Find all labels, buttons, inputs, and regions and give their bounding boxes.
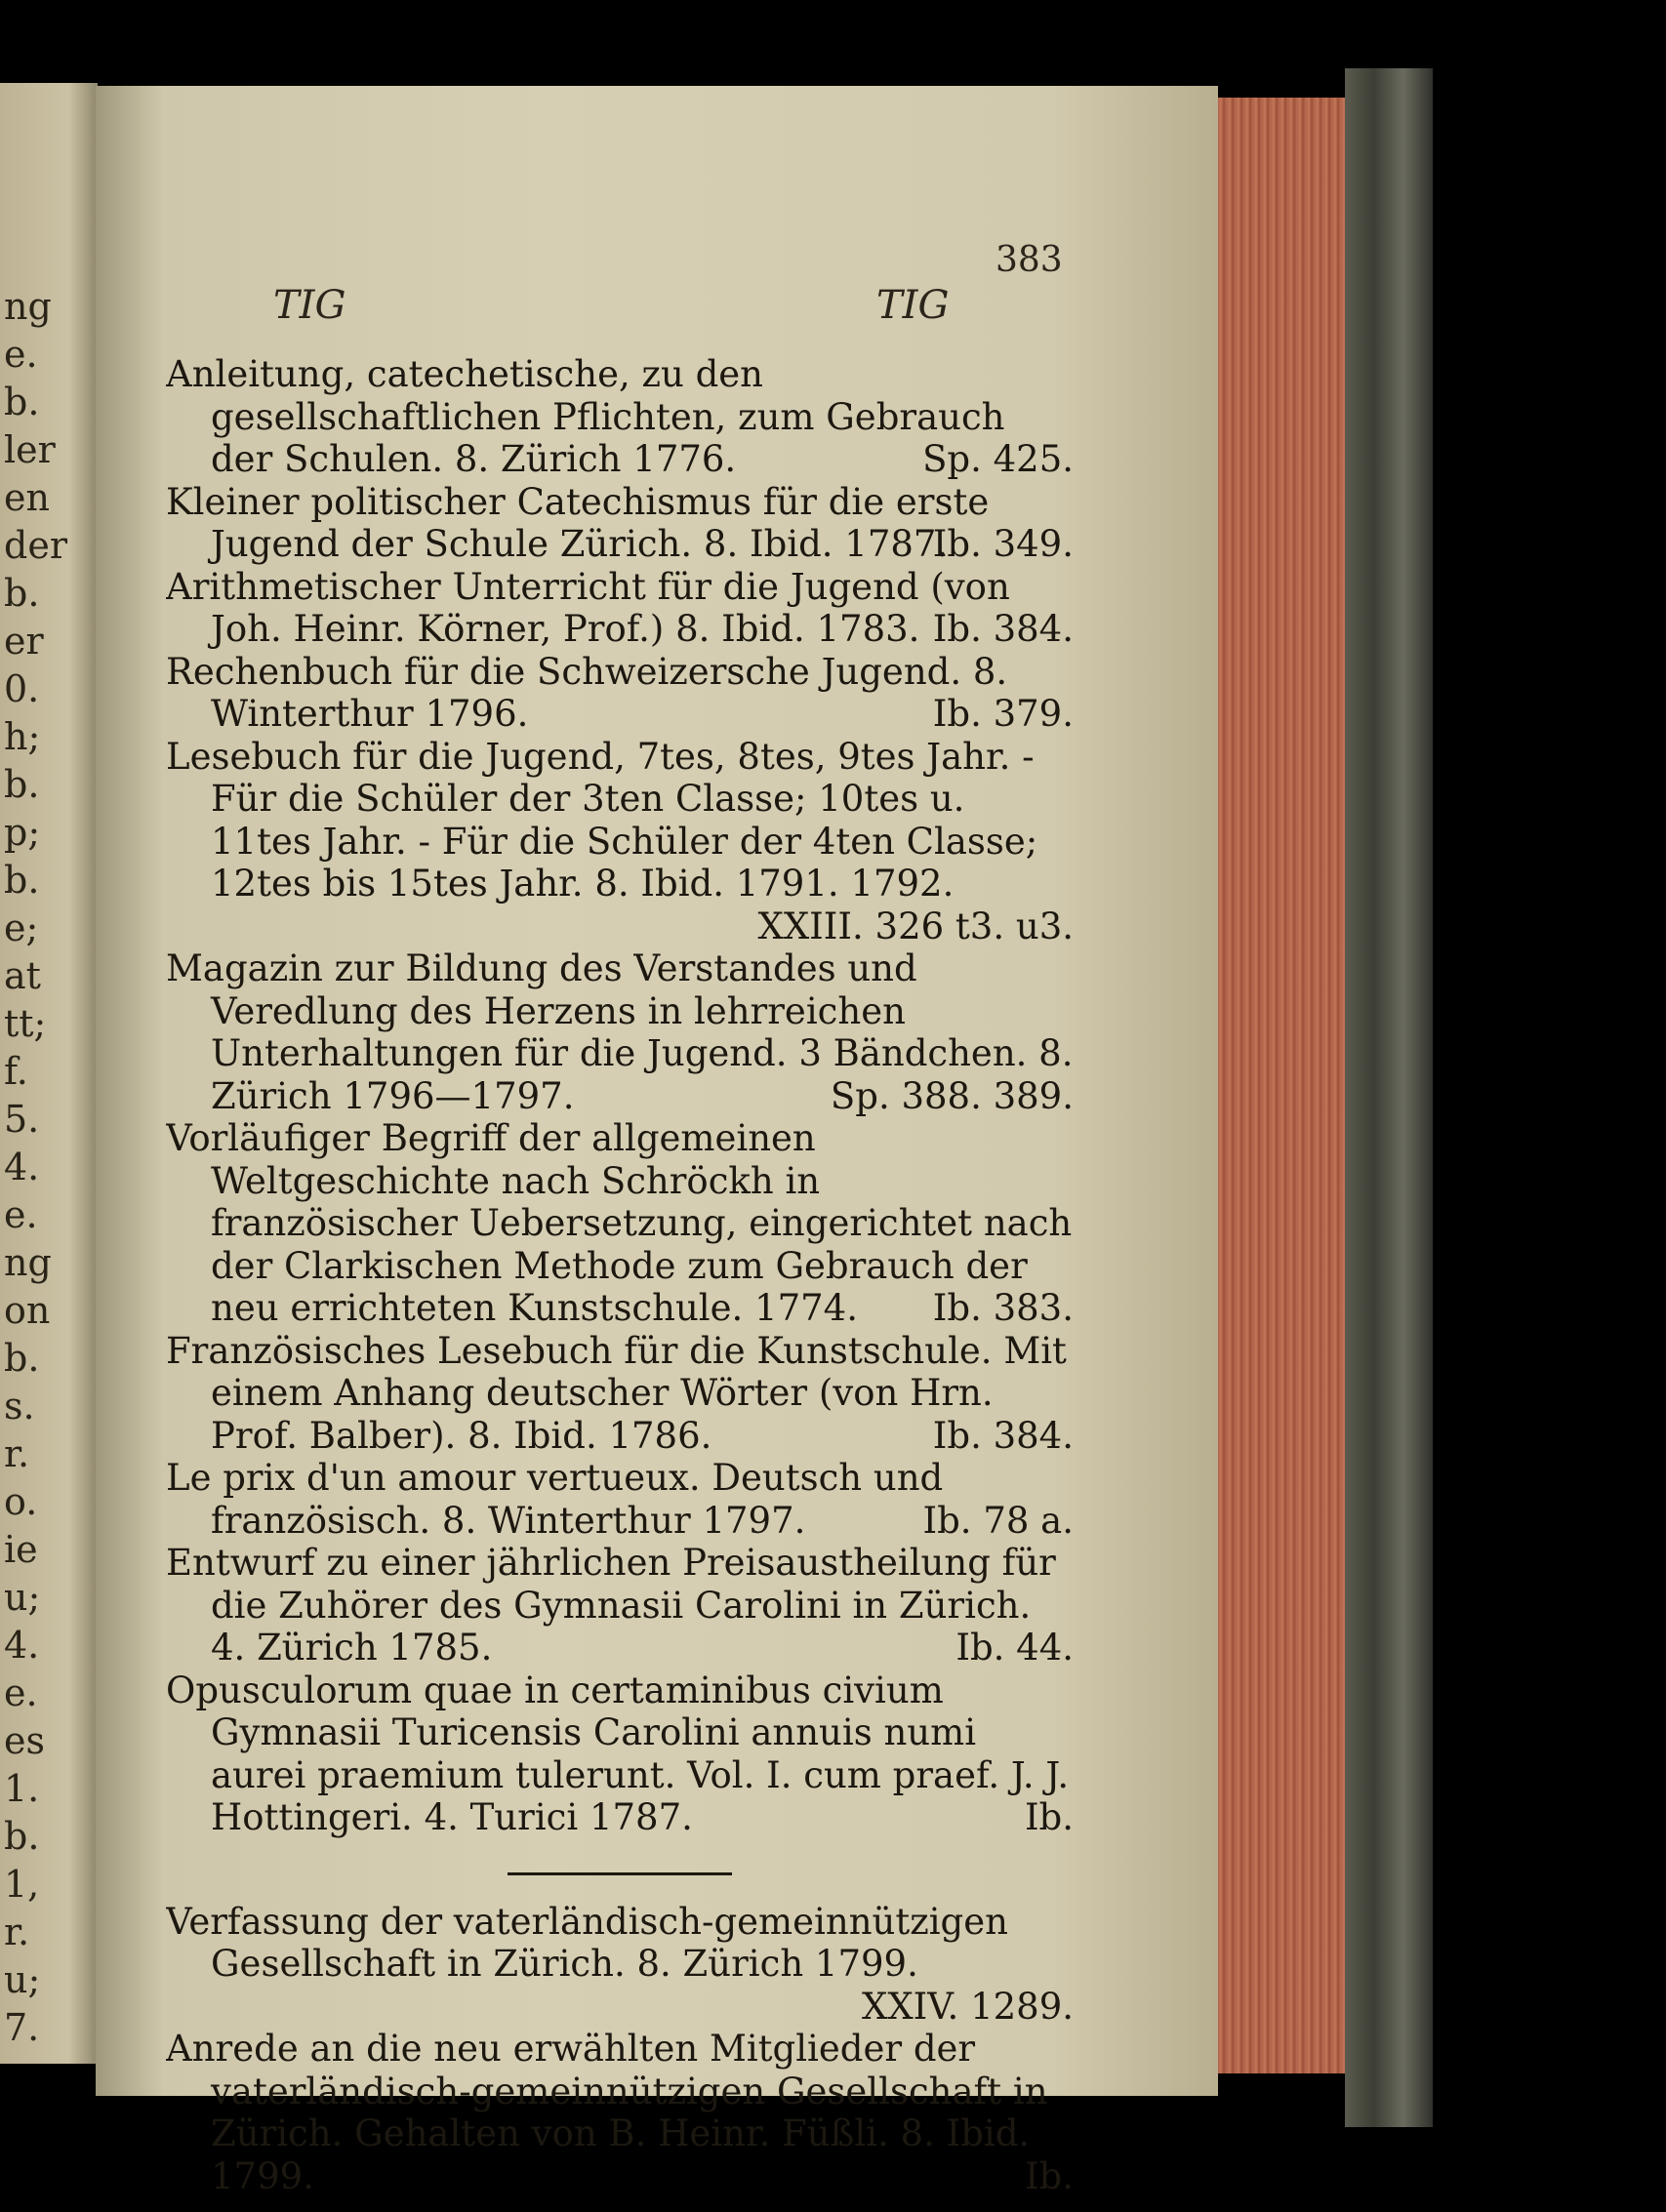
left-page-text-fragment: 1. [4, 1767, 40, 1810]
left-page-text-fragment: r. [4, 1910, 30, 1953]
section-divider [508, 1872, 732, 1875]
left-page-text-fragment: e; [4, 906, 39, 949]
left-page-text-fragment: e. [4, 333, 38, 376]
left-page-text-fragment: ng [4, 1241, 52, 1284]
bibliography-entry [166, 651, 1074, 736]
entry-text: Lesebuch für die Jugend, 7tes, 8tes, 9tes Jahr. - Für die Schüler der 3ten Classe; 10tes u. 11tes Jahr. - Für die Schüler der 4ten Classe; 12tes bis 15tes Jahr. 8. Ibid. 1791. 1792. [166, 735, 1038, 905]
bibliography-entry [166, 1117, 1074, 1330]
left-page-text-fragment: e. [4, 1671, 38, 1714]
entry-reference: Ib. 44. [955, 1627, 1074, 1669]
bibliography-entry [166, 481, 1074, 566]
entry-list [166, 353, 1074, 1839]
left-page-text-fragment: 4. [4, 1146, 40, 1188]
entry-reference: Ib. [1024, 2154, 1074, 2197]
left-page-text-fragment: b. [4, 1337, 40, 1380]
entry-text: Arithmetischer Unterricht für die Jugend (von Joh. Heinr. Körner, Prof.) 8. Ibid. 1783. [166, 565, 1010, 650]
entry-text: Anleitung, catechetische, zu den gesellschaftlichen Pflichten, zum Gebrauch der Schulen. 8. Zürich 1776. [166, 353, 1005, 480]
left-page-text-fragment: 0. [4, 667, 40, 710]
left-page-text-fragment: b. [4, 1815, 40, 1858]
bibliography-entry [166, 2028, 1074, 2197]
left-page-text-fragment: b. [4, 859, 40, 902]
left-page-text-fragment: 4. [4, 1624, 40, 1667]
left-page-text-fragment: r. [4, 1432, 30, 1475]
left-page-text-fragment: u; [4, 1958, 41, 2001]
left-page-text-fragment: f. [4, 1050, 28, 1093]
bibliography-entry [166, 947, 1074, 1117]
bibliography-entry [166, 1669, 1074, 1839]
left-page-text-fragment: h; [4, 715, 41, 758]
entry-reference: XXIII. 326 t3. u3. [757, 905, 1074, 947]
left-page-text-fragment: er [4, 620, 44, 663]
left-page-text-fragment: es [4, 1719, 45, 1762]
entry-text: Entwurf zu einer jährlichen Preisaustheilung für die Zuhörer des Gymnasii Carolini in Zürich. 4. Zürich 1785. [166, 1542, 1056, 1669]
page-fore-edge [1218, 98, 1345, 2073]
entry-reference: Ib. 383. [932, 1287, 1074, 1329]
left-page-text-fragment: u; [4, 1576, 41, 1619]
bibliography-entry [166, 1901, 1074, 2029]
bibliography-entry [166, 736, 1074, 948]
left-page-text-fragment: der [4, 524, 67, 567]
entry-text: Le prix d'un amour vertueux. Deutsch und französisch. 8. Winterthur 1797. [166, 1457, 944, 1542]
entry-reference: Ib. 384. [932, 1414, 1074, 1457]
entry-text: Magazin zur Bildung des Verstandes und Veredlung des Herzens in lehrreichen Unterhaltungen für die Jugend. 3 Bändchen. 8. Zürich 1796—1797. [166, 947, 1074, 1117]
bibliography-entry [166, 1330, 1074, 1458]
entry-reference: Sp. 388. 389. [830, 1074, 1074, 1117]
left-page-text-fragment: s. [4, 1385, 35, 1428]
left-page-text-fragment: ng [4, 285, 52, 328]
bibliography-text [166, 353, 1074, 2197]
entry-reference: Ib. 384. [932, 608, 1074, 650]
running-header-left: TIG [273, 283, 346, 328]
bibliography-entry [166, 1457, 1074, 1542]
entry-reference: Ib. 379. [932, 693, 1074, 735]
entry-text: Französisches Lesebuch für die Kunstschule. Mit einem Anhang deutscher Wörter (von Hrn. Prof. Balber). 8. Ibid. 1786. [166, 1329, 1067, 1457]
entry-text: Opusculorum quae in certaminibus civium Gymnasii Turicensis Carolini annuis numi aurei praemium tulerunt. Vol. I. cum praef. J. J. Hottingeri. 4. Turici 1787. [166, 1669, 1070, 1838]
entry-reference: XXIV. 1289. [862, 1985, 1074, 2028]
left-page-text-fragment: on [4, 1289, 51, 1332]
left-page-text-fragment: en [4, 476, 50, 519]
left-page-text-fragment: at [4, 954, 41, 997]
entry-reference: Ib. [1024, 1796, 1074, 1838]
running-header-right: TIG [876, 283, 950, 328]
left-page-text-fragment: ie [4, 1528, 38, 1571]
entry-text: Anrede an die neu erwählten Mitglieder der vaterländisch-gemeinnützigen Gesellschaft in Zürich. Gehalten von B. Heinr. Füßli. 8. Ibid. 1799. [166, 2028, 1048, 2197]
left-page-text-fragment: e. [4, 1193, 38, 1236]
left-page-text-fragment: 5. [4, 1098, 40, 1141]
left-page-text-fragment: tt; [4, 1002, 47, 1045]
bibliography-entry [166, 566, 1074, 651]
left-page-text-fragment: 7. [4, 2006, 40, 2049]
entry-text: Kleiner politischer Catechismus für die erste Jugend der Schule Zürich. 8. Ibid. 1787. [166, 480, 990, 565]
left-page-text-fragment: b. [4, 763, 40, 806]
left-page-text-fragment: ler [4, 428, 56, 471]
bibliography-entry [166, 1542, 1074, 1669]
entry-text: Vorläufiger Begriff der allgemeinen Weltgeschichte nach Schröckh in französischer Uebersetzung, eingerichtet nach der Clarkischen Methode zum Gebrauch der neu errichteten Kunstschule. 1774. [166, 1117, 1073, 1329]
left-page-text-fragment: p; [4, 811, 41, 854]
book-cover-board [1345, 68, 1433, 2127]
left-page-text-fragment: o. [4, 1480, 38, 1523]
entry-reference: Ib. 349. [932, 523, 1074, 565]
left-page-text-fragment: b. [4, 381, 40, 423]
left-page-text-fragment: b. [4, 572, 40, 615]
entry-reference: Sp. 425. [922, 438, 1074, 480]
entry-text: Rechenbuch für die Schweizersche Jugend. 8. Winterthur 1796. [166, 650, 1008, 735]
bibliography-entry [166, 353, 1074, 481]
entry-text: Verfassung der vaterländisch-gemeinnützigen Gesellschaft in Zürich. 8. Zürich 1799. [166, 1900, 1008, 1985]
page-number: 383 [996, 240, 1063, 280]
entry-reference: Ib. 78 a. [922, 1499, 1074, 1542]
left-page-text-fragment: 1, [4, 1863, 40, 1906]
entry-list-after-divider [166, 1901, 1074, 2198]
left-page [0, 83, 98, 2064]
